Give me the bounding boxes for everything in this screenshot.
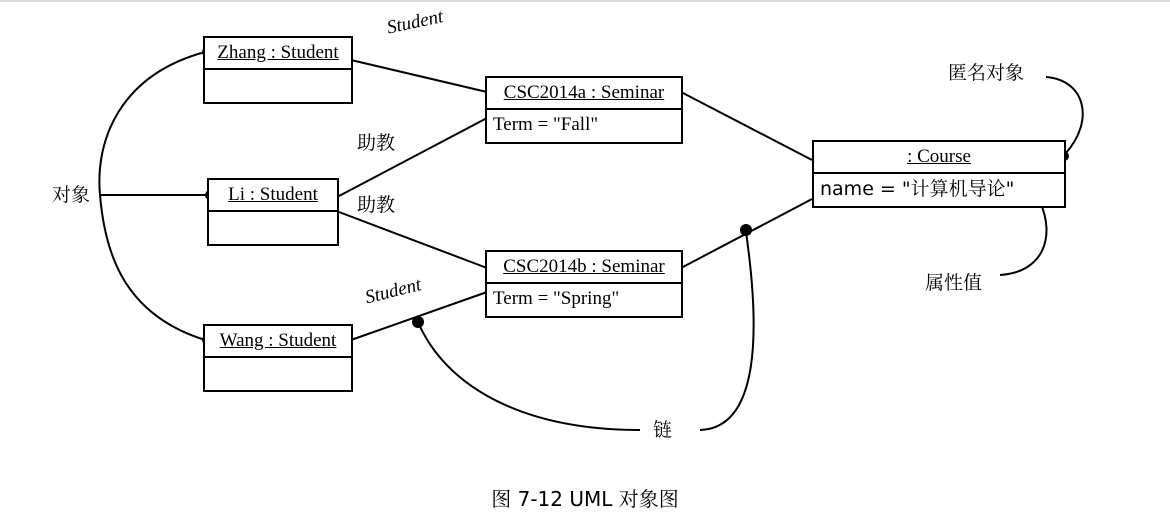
annotation-link: 链 (653, 419, 673, 441)
object-annotation-curve (99, 52, 205, 340)
object-attributes-course: name = "计算机导论" (820, 178, 1015, 200)
edge-label-zhujiao-lower: 助教 (357, 194, 396, 216)
object-box-course[interactable] (812, 140, 1066, 208)
junction-dot-link-right (740, 224, 752, 236)
object-box-li[interactable] (207, 178, 339, 246)
edge-label-student-bottom: Student (363, 274, 424, 309)
attribute-value-curve (1000, 202, 1047, 275)
object-name-course: : Course (907, 146, 971, 167)
object-box-csc2014a[interactable] (485, 76, 683, 144)
edge-label-student-top: Student (385, 6, 446, 39)
object-attributes-li (209, 212, 337, 242)
annotation-anonymous-object: 匿名对象 (948, 62, 1025, 84)
object-name-wang: Wang : Student (219, 330, 337, 351)
object-name-li: Li : Student (228, 184, 318, 205)
object-attributes-csc2014b: Term = "Spring" (493, 288, 620, 309)
junction-dot-link-left (412, 316, 424, 328)
link-csc2014a-course (681, 92, 812, 160)
link-csc2014b-course (681, 199, 812, 268)
link-annotation-curve-left (418, 322, 640, 430)
object-name-csc2014b: CSC2014b : Seminar (503, 256, 665, 277)
annotation-attribute-value: 属性值 (925, 272, 983, 294)
object-box-csc2014b[interactable] (485, 250, 683, 318)
object-attributes-zhang (205, 70, 351, 100)
object-name-csc2014a: CSC2014a : Seminar (503, 82, 665, 103)
annotation-object: 对象 (52, 184, 91, 206)
object-name-zhang: Zhang : Student (217, 42, 339, 63)
link-li-csc2014b (339, 212, 487, 268)
top-divider (0, 0, 1170, 2)
link-zhang-csc2014a (351, 60, 487, 92)
link-annotation-curve-right (700, 232, 754, 430)
object-box-zhang[interactable] (203, 36, 353, 104)
object-attributes-wang (205, 358, 351, 388)
object-attributes-csc2014a: Term = "Fall" (493, 114, 599, 135)
object-box-wang[interactable] (203, 324, 353, 392)
figure-caption: 图 7-12 UML 对象图 (491, 487, 679, 511)
edge-label-zhujiao-upper: 助教 (357, 132, 396, 154)
